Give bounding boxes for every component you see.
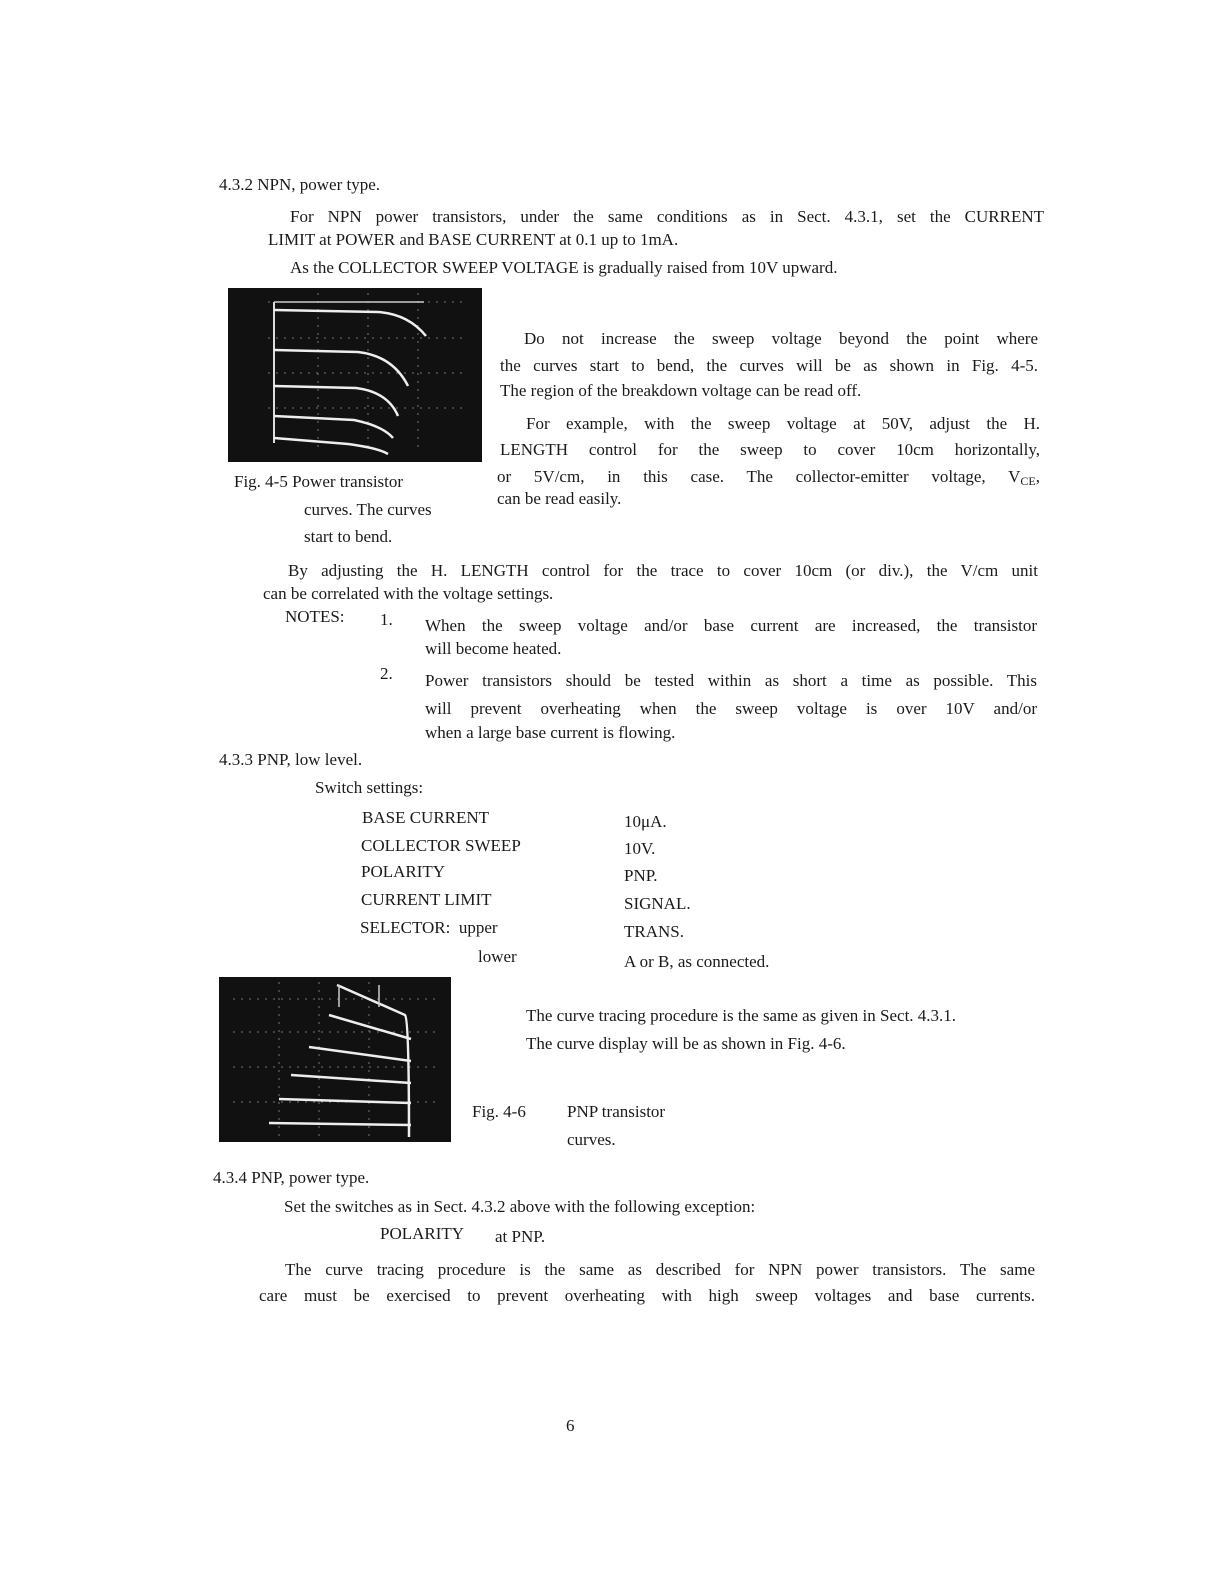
setting-name-selector-lower: lower bbox=[478, 947, 517, 966]
note-1-line1: When the sweep voltage and/or base current are increased, the transistor bbox=[425, 616, 1037, 635]
setting-name-polarity: POLARITY bbox=[361, 862, 446, 881]
setting-value-collector-sweep: 10V. bbox=[624, 839, 656, 858]
notes-label: NOTES: bbox=[285, 607, 345, 626]
example-paragraph-line4: can be read easily. bbox=[497, 489, 622, 508]
figure-4-5-caption-line1: Fig. 4-5 Power transistor bbox=[234, 472, 404, 491]
setting-name-base-current: BASE CURRENT bbox=[362, 808, 490, 827]
setting-value-selector-lower: A or B, as connected. bbox=[624, 952, 770, 971]
breakdown-paragraph-line2: the curves start to bend, the curves will be as shown in Fig. 4-5. bbox=[500, 356, 1038, 375]
figure-4-5-image bbox=[228, 288, 482, 462]
section-heading-4-3-4: 4.3.4 PNP, power type. bbox=[213, 1168, 370, 1187]
h-length-paragraph-line1: By adjusting the H. LENGTH control for the trace to cover 10cm (or div.), the V/cm unit bbox=[288, 561, 1038, 580]
section-heading-4-3-3: 4.3.3 PNP, low level. bbox=[219, 750, 363, 769]
figure-4-6-caption-line1: PNP transistor bbox=[567, 1102, 666, 1121]
setting-value-current-limit: SIGNAL. bbox=[624, 894, 691, 913]
example-paragraph-line3: or 5V/cm, in this case. The collector-emitter voltage, $V_{CE}$, bbox=[497, 467, 1040, 488]
paragraph-sweep-voltage: As the COLLECTOR SWEEP VOLTAGE is gradually raised from 10V upward. bbox=[290, 258, 838, 277]
polarity-exception-name: POLARITY bbox=[380, 1224, 465, 1243]
note-1-line2: will become heated. bbox=[425, 639, 562, 658]
fig-4-6-text-line2: The curve display will be as shown in Fig. 4-6. bbox=[526, 1034, 846, 1053]
setting-name-collector-sweep: COLLECTOR SWEEP bbox=[361, 836, 521, 855]
vce-subscript: CE bbox=[1020, 474, 1036, 488]
pnp-power-paragraph-line2: care must be exercised to prevent overheating with high sweep voltages and base currents. bbox=[259, 1286, 1035, 1305]
note-1-number: 1. bbox=[380, 610, 393, 629]
figure-4-5-caption-line3: start to bend. bbox=[304, 527, 393, 546]
switches-exception-line: Set the switches as in Sect. 4.3.2 above with the following exception: bbox=[284, 1197, 756, 1216]
breakdown-paragraph-line1: Do not increase the sweep voltage beyond the point where bbox=[524, 329, 1038, 348]
page-number: 6 bbox=[566, 1416, 575, 1435]
paragraph-npn-power-line2: LIMIT at POWER and BASE CURRENT at 0.1 up to 1mA. bbox=[268, 230, 679, 249]
setting-value-base-current: 10μA. bbox=[624, 812, 667, 831]
h-length-paragraph-line2: can be correlated with the voltage settings. bbox=[263, 584, 554, 603]
setting-name-current-limit: CURRENT LIMIT bbox=[361, 890, 492, 909]
note-2-line3: when a large base current is flowing. bbox=[425, 723, 676, 742]
figure-4-6-label: Fig. 4-6 bbox=[472, 1102, 526, 1121]
polarity-exception-value: at PNP. bbox=[495, 1227, 546, 1246]
section-heading-4-3-2: 4.3.2 NPN, power type. bbox=[219, 175, 381, 194]
switch-settings-label: Switch settings: bbox=[315, 778, 424, 797]
figure-4-6-image bbox=[219, 977, 451, 1142]
setting-value-selector-upper: TRANS. bbox=[624, 922, 684, 941]
figure-4-5-caption-line2: curves. The curves bbox=[304, 500, 432, 519]
paragraph-npn-power-line1: For NPN power transistors, under the same conditions as in Sect. 4.3.1, set the CURRENT bbox=[290, 207, 1044, 226]
setting-value-polarity: PNP. bbox=[624, 866, 658, 885]
figure-4-6-caption-line2: curves. bbox=[567, 1130, 616, 1149]
note-2-line2: will prevent overheating when the sweep voltage is over 10V and/or bbox=[425, 699, 1037, 718]
note-2-number: 2. bbox=[380, 664, 393, 683]
setting-name-selector-upper: SELECTOR: upper bbox=[360, 918, 498, 937]
fig-4-6-text-line1: The curve tracing procedure is the same as given in Sect. 4.3.1. bbox=[526, 1006, 957, 1025]
note-2-line1: Power transistors should be tested within as short a time as possible. This bbox=[425, 671, 1037, 690]
pnp-power-paragraph-line1: The curve tracing procedure is the same as described for NPN power transistors. The same bbox=[285, 1260, 1035, 1279]
example-paragraph-line2: LENGTH control for the sweep to cover 10cm horizontally, bbox=[500, 440, 1040, 459]
breakdown-paragraph-line3: The region of the breakdown voltage can be read off. bbox=[500, 381, 862, 400]
example-paragraph-line1: For example, with the sweep voltage at 50V, adjust the H. bbox=[526, 414, 1040, 433]
